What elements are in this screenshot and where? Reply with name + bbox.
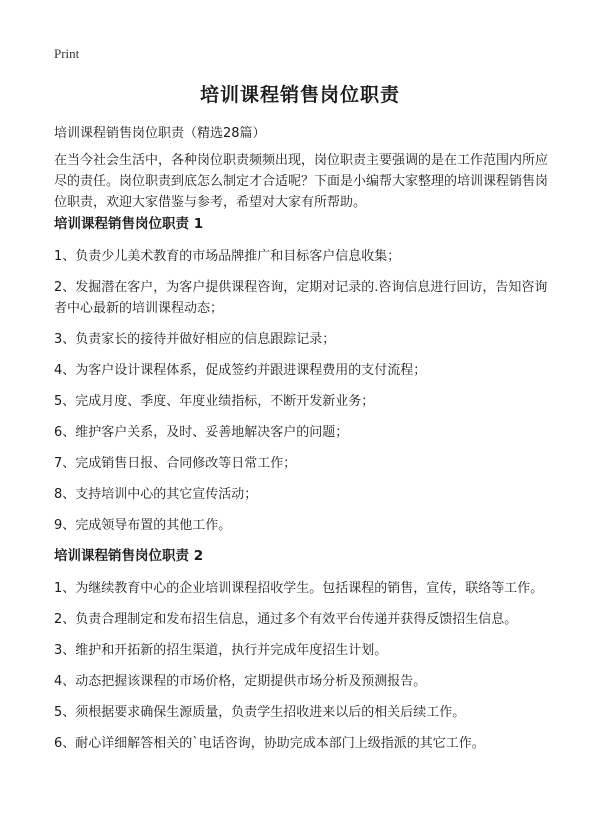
- section-1: [54, 214, 554, 536]
- list-item: 7、完成销售日报、合同修改等日常工作；: [54, 456, 297, 471]
- list-item: 3、维护和开拓新的招生渠道，执行并完成年度招生计划。: [54, 643, 388, 658]
- section-heading: 培训课程销售岗位职责 2: [54, 548, 204, 564]
- subtitle: 培训课程销售岗位职责（精选28篇）: [54, 126, 266, 141]
- list-item: 2、发掘潜在客户，为客户提供课程咨询，定期对记录的.咨询信息进行回访，告知咨询者中心最新的培训课程动态；: [54, 280, 548, 316]
- list-item: 3、负责家长的接待并做好相应的信息跟踪记录；: [54, 332, 336, 347]
- list-item: 4、动态把握该课程的市场价格，定期提供市场分析及预测报告。: [54, 674, 427, 689]
- content: [54, 214, 554, 764]
- section-2: [54, 546, 554, 754]
- page-title: 培训课程销售岗位职责: [199, 84, 400, 106]
- list-item: 2、负责合理制定和发布招生信息，通过多个有效平台传递并获得反馈招生信息。: [54, 612, 518, 627]
- intro-paragraph: 在当今社会生活中，各种岗位职责频频出现，岗位职责主要强调的是在工作范围内所应尽的责任。岗位职责到底怎么制定才合适呢？下面是小编帮大家整理的培训课程销售岗位职责，欢迎大家借鉴与参考，希望对大家有所帮助。: [54, 153, 549, 210]
- list-item: 5、须根据要求确保生源质量，负责学生招收进来以后的相关后续工作。: [54, 705, 466, 720]
- list-item: 9、完成领导布置的其他工作。: [54, 518, 232, 533]
- list-item: 5、完成月度、季度、年度业绩指标，不断开发新业务；: [54, 394, 375, 409]
- list-item: 6、耐心详细解答相关的`电话咨询，协助完成本部门上级指派的其它工作。: [54, 736, 485, 751]
- list-item: 4、为客户设计课程体系，促成签约并跟进课程费用的支付流程；: [54, 363, 427, 378]
- list-item: 1、负责少儿美术教育的市场品牌推广和目标客户信息收集；: [54, 249, 401, 264]
- list-item: 1、为继续教育中心的企业培训课程招收学生。包括课程的销售，宣传，联络等工作。: [54, 581, 544, 596]
- print-label[interactable]: Print: [54, 46, 80, 61]
- section-heading: 培训课程销售岗位职责 1: [54, 216, 204, 232]
- list-item: 6、维护客户关系，及时、妥善地解决客户的问题；: [54, 425, 349, 440]
- list-item: 8、支持培训中心的其它宣传活动；: [54, 487, 258, 502]
